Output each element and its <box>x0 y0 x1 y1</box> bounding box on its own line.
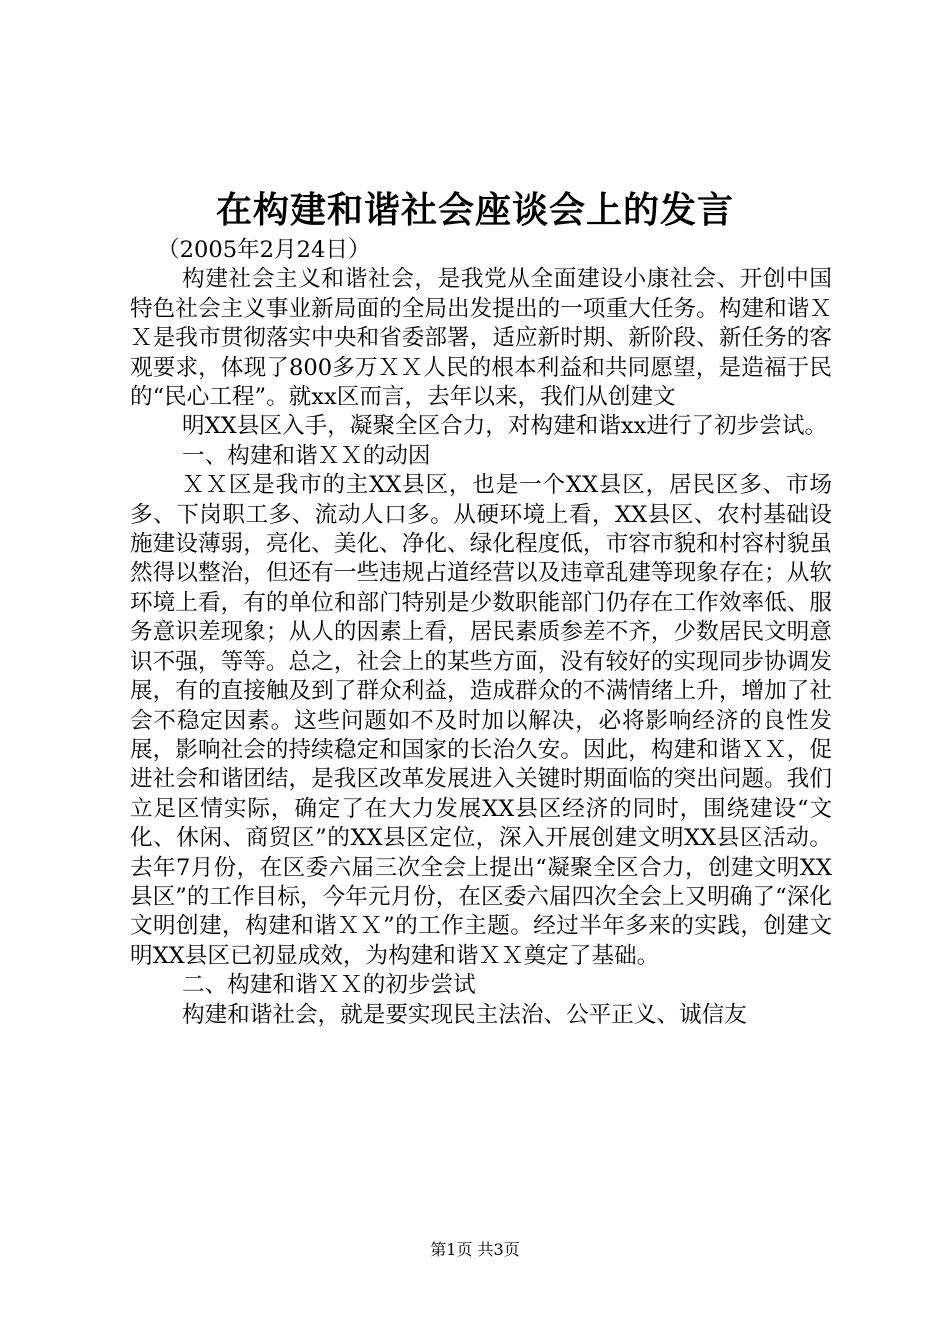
section-heading-2: 二、构建和谐ＸＸ的初步尝试 <box>182 972 476 999</box>
paragraph-intro: 构建社会主义和谐社会，是我党从全面建设小康社会、开创中国特色社会主义事业新局面的全局出发提出的一项重大任务。构建和谐ＸＸ是我市贯彻落实中央和省委部署，适应新时期、新阶段、新任务的客观要求，体现了800多万ＸＸ人民的根本利益和共同愿望，是造福于民的“民心工程”。就xx区而言，去年以来，我们从创建文 <box>130 266 832 411</box>
paragraph-section-2: 构建和谐社会，就是要实现民主法治、公平正义、诚信友 <box>182 1001 747 1028</box>
document-title: 在构建和谐社会座谈会上的发言 <box>215 189 734 231</box>
paragraph-intro-continued: 明XX县区入手，凝聚全区合力，对构建和谐xx进行了初步尝试。 <box>182 413 828 440</box>
document-body <box>130 236 832 1030</box>
section-heading-1: 一、构建和谐ＸＸ的动因 <box>182 442 431 469</box>
page-footer: 第1页 共3页 <box>430 1240 520 1259</box>
paragraph-section-1: ＸＸ区是我市的主XX县区，也是一个XX县区，居民区多、市场多、下岗职工多、流动人口多。从硬环境上看，XX县区、农村基础设施建设薄弱，亮化、美化、净化、绿化程度低，市容市貌和村容村貌虽然得以整治，但还有一些违规占道经营以及违章乱建等现象存在；从软环境上看，有的单位和部门特别是少数职能部门仍存在工作效率低、服务意识差现象；从人的因素上看，居民素质参差不齐，少数居民文明意识不强，等等。总之，社会上的某些方面，没有较好的实现同步协调发展，有的直接触及到了群众利益，造成群众的不满情绪上升，增加了社会不稳定因素。这些问题如不及时加以解决，必将影响经济的良性发展，影响社会的持续稳定和国家的长治久安。因此，构建和谐ＸＸ，促进社会和谐团结，是我区改革发展进入关键时期面临的突出问题。我们立足区情实际，确定了在大力发展XX县区经济的同时，围绕建设“文化、休闲、商贸区”的XX县区定位，深入开展创建文明XX县区活动。去年7月份，在区委六届三次全会上提出“凝聚全区合力，创建文明XX县区”的工作目标，今年元月份，在区委六届四次全会上又明确了“深化文明创建，构建和谐ＸＸ”的工作主题。经过半年多来的实践，创建文明XX县区已初显成效，为构建和谐ＸＸ奠定了基础。 <box>130 472 832 969</box>
document-date: （2005年2月24日） <box>157 237 371 263</box>
